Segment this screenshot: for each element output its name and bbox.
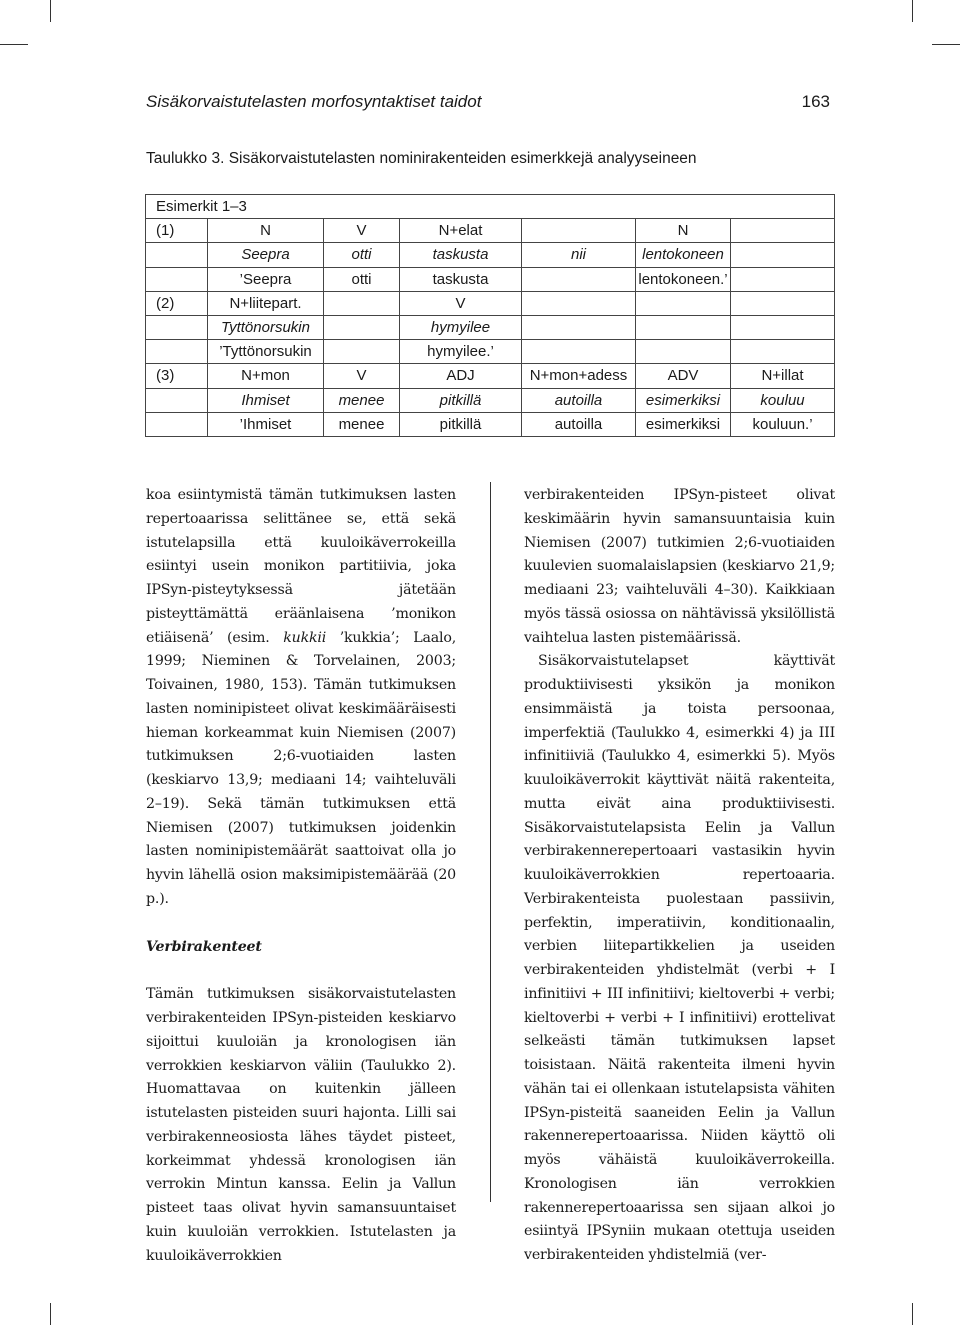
table-cell: ADV bbox=[636, 364, 731, 388]
table-cell: menee bbox=[324, 388, 400, 412]
paragraph: verbirakenteiden IPSyn-pisteet olivat keskimäärin hyvin samansuuntaisia kuin Niemisen (2007) tutkimien 2;6-vuotiaiden kuulevien suomalaislapsien (keskiarvo 21,9; mediaani 23; vaihteluväli 4–30). Kaikkiaan myös tässä osiossa on nähtävissä yksilöllistä vaihtelua lasten pistemäärissä. bbox=[524, 487, 835, 646]
table-cell bbox=[636, 315, 731, 339]
table-row bbox=[146, 315, 835, 339]
table-cell bbox=[522, 340, 636, 364]
table-cell: lentokoneen bbox=[636, 243, 731, 267]
table-cell bbox=[522, 315, 636, 339]
page-number: 163 bbox=[801, 92, 830, 111]
table-cell bbox=[324, 291, 400, 315]
table-cell: lentokoneen.’ bbox=[636, 267, 731, 291]
table-cell: hymyilee.’ bbox=[400, 340, 522, 364]
table-cell: menee bbox=[324, 412, 400, 436]
column-divider bbox=[490, 482, 491, 1202]
table-cell: V bbox=[324, 219, 400, 243]
table-cell: N+mon+adess bbox=[522, 364, 636, 388]
table-cell: nii bbox=[522, 243, 636, 267]
table-cell: pitkillä bbox=[400, 412, 522, 436]
table-cell bbox=[146, 340, 208, 364]
table-cell: ADJ bbox=[400, 364, 522, 388]
table-cell bbox=[731, 243, 835, 267]
table-cell bbox=[636, 340, 731, 364]
table-cell: autoilla bbox=[522, 412, 636, 436]
table-row bbox=[146, 412, 835, 436]
table-cell: V bbox=[400, 291, 522, 315]
table-cell: kouluun.’ bbox=[731, 412, 835, 436]
table-cell bbox=[146, 388, 208, 412]
table-cell: taskusta bbox=[400, 243, 522, 267]
table-cell: otti bbox=[324, 243, 400, 267]
table-cell: hymyilee bbox=[400, 315, 522, 339]
running-title: Sisäkorvaistutelasten morfosyntaktiset taidot bbox=[146, 92, 482, 111]
table-cell bbox=[522, 219, 636, 243]
table-row bbox=[146, 388, 835, 412]
table-cell bbox=[324, 315, 400, 339]
table-cell: N+elat bbox=[400, 219, 522, 243]
table-title-row bbox=[146, 195, 835, 219]
table-cell bbox=[731, 340, 835, 364]
text: koa esiintymistä tämän tutkimuksen lasten repertoaarissa selittänee se, että sekä istutelapsilla että kuuloikäverrokeilla esiintyi usein monikon partitiivia, joka IPSyn-pisteytyksessä jätetään pisteyttämättä eräänlaisena ’monikon etiäisenä’ (esim. bbox=[146, 487, 456, 646]
table-cell bbox=[146, 412, 208, 436]
table-row bbox=[146, 340, 835, 364]
table-cell bbox=[146, 243, 208, 267]
table-caption: Taulukko 3. Sisäkorvaistutelasten nominirakenteiden esimerkkejä analyyseineen bbox=[146, 150, 697, 167]
section-heading: Verbirakenteet bbox=[146, 938, 262, 955]
table-row bbox=[146, 219, 835, 243]
table-cell: Ihmiset bbox=[208, 388, 324, 412]
table-cell bbox=[146, 315, 208, 339]
table-cell: kouluu bbox=[731, 388, 835, 412]
table-cell: esimerkiksi bbox=[636, 412, 731, 436]
crop-mark bbox=[50, 0, 51, 22]
paragraph: Tämän tutkimuksen sisäkorvaistutelasten verbirakenteiden IPSyn-pisteiden keskiarvo sijoittui kuuloiän ja kronologisen iän verrokkien keskiarvon väliin (Taulukko 2). Huomattavaa on kuitenkin jälleen istutelasten pisteiden suuri hajonta. Lilli sai verbirakenneosiosta lähes täydet pisteet, korkeimmat yhdessä kronologisen iän verrokin Mintun kanssa. Eelin ja Vallun pisteet taas olivat hyvin samansuuntaiset kuin kuuloiän verrokkien. Istutelasten ja kuuloikäverrokkien bbox=[146, 986, 456, 1264]
table-cell: N+mon bbox=[208, 364, 324, 388]
table-cell: N+illat bbox=[731, 364, 835, 388]
table-cell bbox=[146, 267, 208, 291]
table-cell: Seepra bbox=[208, 243, 324, 267]
table-row bbox=[146, 291, 835, 315]
table-cell: N bbox=[208, 219, 324, 243]
table-cell: ’Ihmiset bbox=[208, 412, 324, 436]
table-cell bbox=[324, 340, 400, 364]
paragraph: Sisäkorvaistutelapset käyttivät produktiivisesti yksikön ja monikon ensimmäistä ja toista persoonaa, imperfektiä (Taulukko 4, esimerkki 4) ja III infinitiiviä (Taulukko 4, esimerkki 5). Myös kuuloikäverrokit käyttivät näitä rakenteita, mutta eivät aina produktiivisesti. Sisäkorvaistutelapsista Eelin ja Vallun verbirakennerepertoaari vastasikin hyvin kuuloikäverrokkien repertoaaria. Verbirakenteista puolestaan passiivin, perfektin, imperatiivin, konditionaalin, verbien liitepartikkelien ja useiden verbirakenteiden yhdistelmät (verbi + I infinitiivi + III infinitiivi; kieltoverbi + verbi; kieltoverbi + verbi + I infinitiivi) erottelivat selkeästi tämän tutkimuksen lapset toisistaan. Näitä rakenteita ilmeni hyvin vähän tai ei ollenkaan istutelapsista vähiten IPSyn-pisteitä saaneiden Eelin ja Vallun rakennerepertoaarissa. Niiden käyttö oli myös vähäistä kuuloikäverrokeilla. Kronologisen iän verrokkien rakennerepertoaarissa sen sijaan alkoi jo esiintyä IPSyniin mukaan otettuja useiden verbirakenteiden yhdistelmiä (ver- bbox=[524, 653, 835, 1263]
table-cell: (3) bbox=[146, 364, 208, 388]
table-cell: V bbox=[324, 364, 400, 388]
crop-mark bbox=[50, 1303, 51, 1325]
table-cell: (1) bbox=[146, 219, 208, 243]
table-cell bbox=[731, 219, 835, 243]
table-cell: ’Seepra bbox=[208, 267, 324, 291]
table-cell: autoilla bbox=[522, 388, 636, 412]
table-cell bbox=[731, 267, 835, 291]
examples-table bbox=[145, 194, 835, 437]
right-column bbox=[524, 484, 835, 1268]
crop-mark bbox=[0, 44, 28, 45]
table-cell bbox=[731, 315, 835, 339]
table-cell: esimerkiksi bbox=[636, 388, 731, 412]
table-row bbox=[146, 364, 835, 388]
table-cell bbox=[522, 267, 636, 291]
crop-mark bbox=[932, 44, 960, 45]
running-header bbox=[146, 92, 830, 112]
table-row bbox=[146, 243, 835, 267]
table-cell: N+liitepart. bbox=[208, 291, 324, 315]
table-cell bbox=[636, 291, 731, 315]
table-cell: N bbox=[636, 219, 731, 243]
table-cell: (2) bbox=[146, 291, 208, 315]
table-cell: Tyttönorsukin bbox=[208, 315, 324, 339]
table-cell: taskusta bbox=[400, 267, 522, 291]
table-cell bbox=[522, 291, 636, 315]
crop-mark bbox=[912, 0, 913, 22]
left-column bbox=[146, 484, 456, 1268]
text: ’kukkia’; Laalo, 1999; Nieminen & Torvelainen, 2003; Toivainen, 1980, 153). Tämän tutkimuksen lasten nominipisteet olivat keskimääräisesti hieman korkeammat kuin Niemisen (2007) tutkimuksen 2;6-vuotiaiden lasten (keskiarvo 13,9; mediaani 14; vaihteluväli 2–19). Sekä tämän tutkimuksen että Niemisen (2007) tutkimuksen joidenkin lasten nominipistemäärät saattoivat olla jo hyvin lähellä osion maksimipistemäärää (20 p.). bbox=[146, 629, 457, 907]
table-title: Esimerkit 1–3 bbox=[146, 195, 835, 219]
crop-mark bbox=[912, 1303, 913, 1325]
table-cell bbox=[731, 291, 835, 315]
table-cell: pitkillä bbox=[400, 388, 522, 412]
text-emphasis: kukkii bbox=[283, 629, 327, 646]
table-row bbox=[146, 267, 835, 291]
table-cell: ’Tyttönorsukin bbox=[208, 340, 324, 364]
table-cell: otti bbox=[324, 267, 400, 291]
paragraph bbox=[146, 484, 456, 912]
